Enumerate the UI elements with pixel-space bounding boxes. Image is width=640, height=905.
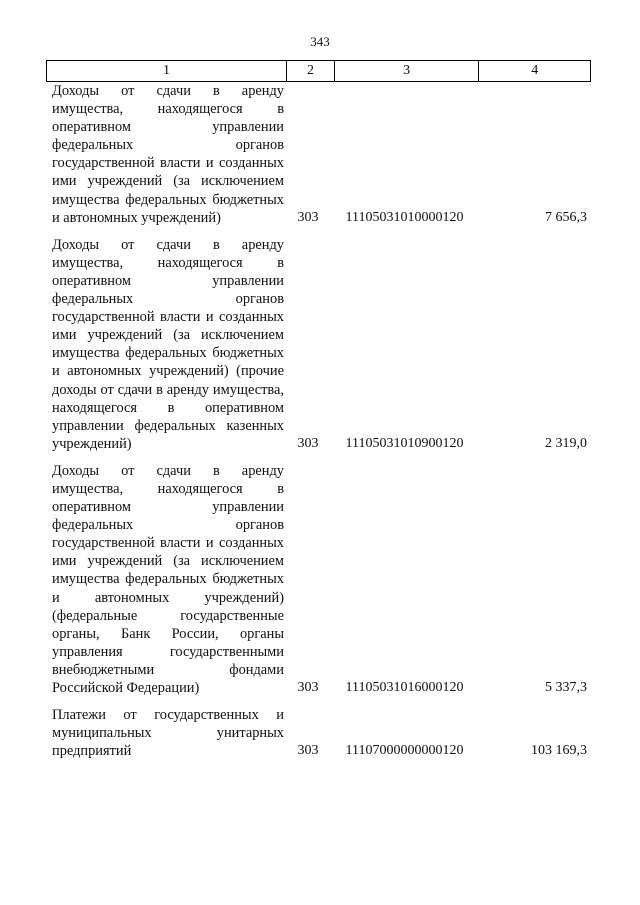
table-row [46, 236, 591, 453]
row-amount: 5 337,3 [545, 680, 587, 695]
row-kbk-code: 11105031010000120 [345, 209, 464, 225]
table-row [46, 706, 591, 760]
row-kbk-code: 11105031016000120 [345, 680, 464, 695]
row-description: Доходы от сдачи в аренду имущества, находящегося в оперативном управлении федеральных органов государственной власти и созданных ими учреждений (за исключением имущества федеральных бюджетных и автономных учреждений) [52, 83, 284, 226]
table-header [46, 60, 591, 82]
table-body [46, 82, 591, 769]
table-row [46, 462, 591, 697]
header-col-1: 1 [163, 63, 171, 78]
row-admin-code: 303 [297, 435, 319, 451]
row-description: Платежи от государственных и муниципальных унитарных предприятий [52, 707, 284, 760]
row-description: Доходы от сдачи в аренду имущества, находящегося в оперативном управлении федеральных органов государственной власти и созданных ими учреждений (за исключением имущества федеральных бюджетных и автономных учреждений) (федеральные государственные органы, Банк России, органы управления государственными внебюджетными фондами Российской Федерации) [52, 462, 284, 696]
table-row [46, 82, 591, 227]
row-kbk-code: 11107000000000120 [345, 743, 464, 759]
row-amount: 103 169,3 [531, 743, 587, 759]
row-amount: 2 319,0 [545, 435, 587, 451]
row-description: Доходы от сдачи в аренду имущества, находящегося в оперативном управлении федеральных органов государственной власти и созданных ими учреждений (за исключением имущества федеральных бюджетных и автономных учреждений) (прочие доходы от сдачи в аренду имущества, находящегося в оперативном управлении федеральных казенных учреждений) [52, 236, 284, 452]
row-admin-code: 303 [297, 743, 319, 759]
header-col-2: 2 [286, 61, 334, 81]
row-admin-code: 303 [297, 209, 319, 225]
header-col-3: 3 [334, 61, 478, 81]
row-admin-code: 303 [297, 680, 319, 695]
row-amount: 7 656,3 [545, 209, 587, 225]
header-col-4: 4 [478, 61, 590, 81]
row-kbk-code: 11105031010900120 [345, 435, 464, 451]
page-number: 343 [310, 34, 330, 49]
